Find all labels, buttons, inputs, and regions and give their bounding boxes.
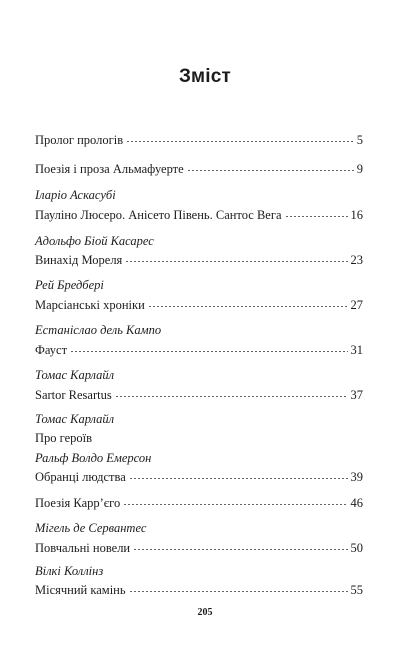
toc-author: Вілкі Коллінз: [35, 564, 104, 578]
leader-dots: [129, 478, 348, 479]
toc-entry-title: Винахід Мореля: [35, 253, 123, 267]
toc-entry-title: Пауліно Люсеро. Анісето Півень. Сантос Вега: [35, 208, 282, 222]
toc-entry-page: 37: [350, 388, 363, 402]
toc-entry-page: 39: [350, 470, 363, 484]
leader-dots: [115, 396, 348, 397]
toc-entry: [35, 495, 363, 511]
toc-entry: [35, 132, 363, 148]
toc-entry: [35, 342, 363, 358]
toc-author: Томас Карлайл: [35, 412, 115, 426]
leader-dots: [123, 504, 347, 505]
toc-entry-page: 31: [350, 343, 363, 357]
leader-dots: [70, 351, 347, 352]
toc-entry: [35, 207, 363, 223]
leader-dots: [285, 216, 348, 217]
toc-entry: [35, 540, 363, 556]
toc-entry: [35, 252, 363, 268]
toc-entry: [35, 387, 363, 403]
leader-dots: [133, 549, 347, 550]
leader-dots: [148, 306, 348, 307]
toc-entry-title: Sartor Resartus: [35, 388, 112, 402]
toc-entry-page: 46: [350, 496, 363, 510]
toc-entry-page: 5: [356, 133, 363, 147]
toc-author: Мігель де Сервантес: [35, 521, 147, 535]
toc-author: Ральф Волдо Емерсон: [35, 451, 152, 465]
toc-entry-title: Фауст: [35, 343, 68, 357]
toc-entry: [35, 297, 363, 313]
page-title: Зміст: [178, 66, 232, 87]
toc-entry-page: 55: [350, 583, 363, 597]
toc-author: Естаніслао дель Кампо: [35, 323, 162, 337]
toc-entry-title: Поезія і проза Альмафуерте: [35, 162, 184, 176]
toc-author: Іларіо Аскасубі: [35, 188, 116, 202]
toc-entry-title: Повчальні новели: [35, 541, 131, 555]
table-of-contents: [35, 0, 363, 650]
toc-entry-page: 23: [350, 253, 363, 267]
toc-entry-page: 50: [350, 541, 363, 555]
leader-dots: [126, 141, 354, 142]
toc-entry-title: Поезія Карр’єго: [35, 496, 121, 510]
toc-entry-title: Місячний камінь: [35, 583, 126, 597]
page-number: 205: [197, 607, 213, 618]
toc-entry-page: 9: [356, 162, 363, 176]
toc-entry: [35, 469, 363, 485]
toc-author: Рей Бредбері: [35, 278, 104, 292]
toc-entry-page: 27: [350, 298, 363, 312]
toc-entry-title: Обранці людства: [35, 470, 126, 484]
toc-entry-title: Пролог прологів: [35, 133, 124, 147]
leader-dots: [125, 261, 347, 262]
toc-entry: [35, 161, 363, 177]
toc-subtitle: Про героїв: [35, 431, 93, 445]
toc-author: Томас Карлайл: [35, 368, 115, 382]
toc-entry-page: 16: [350, 208, 363, 222]
toc-entry-title: Марсіанські хроніки: [35, 298, 145, 312]
toc-entry: [35, 582, 363, 598]
leader-dots: [187, 170, 354, 171]
toc-author: Адольфо Біой Касарес: [35, 234, 154, 248]
leader-dots: [129, 591, 348, 592]
